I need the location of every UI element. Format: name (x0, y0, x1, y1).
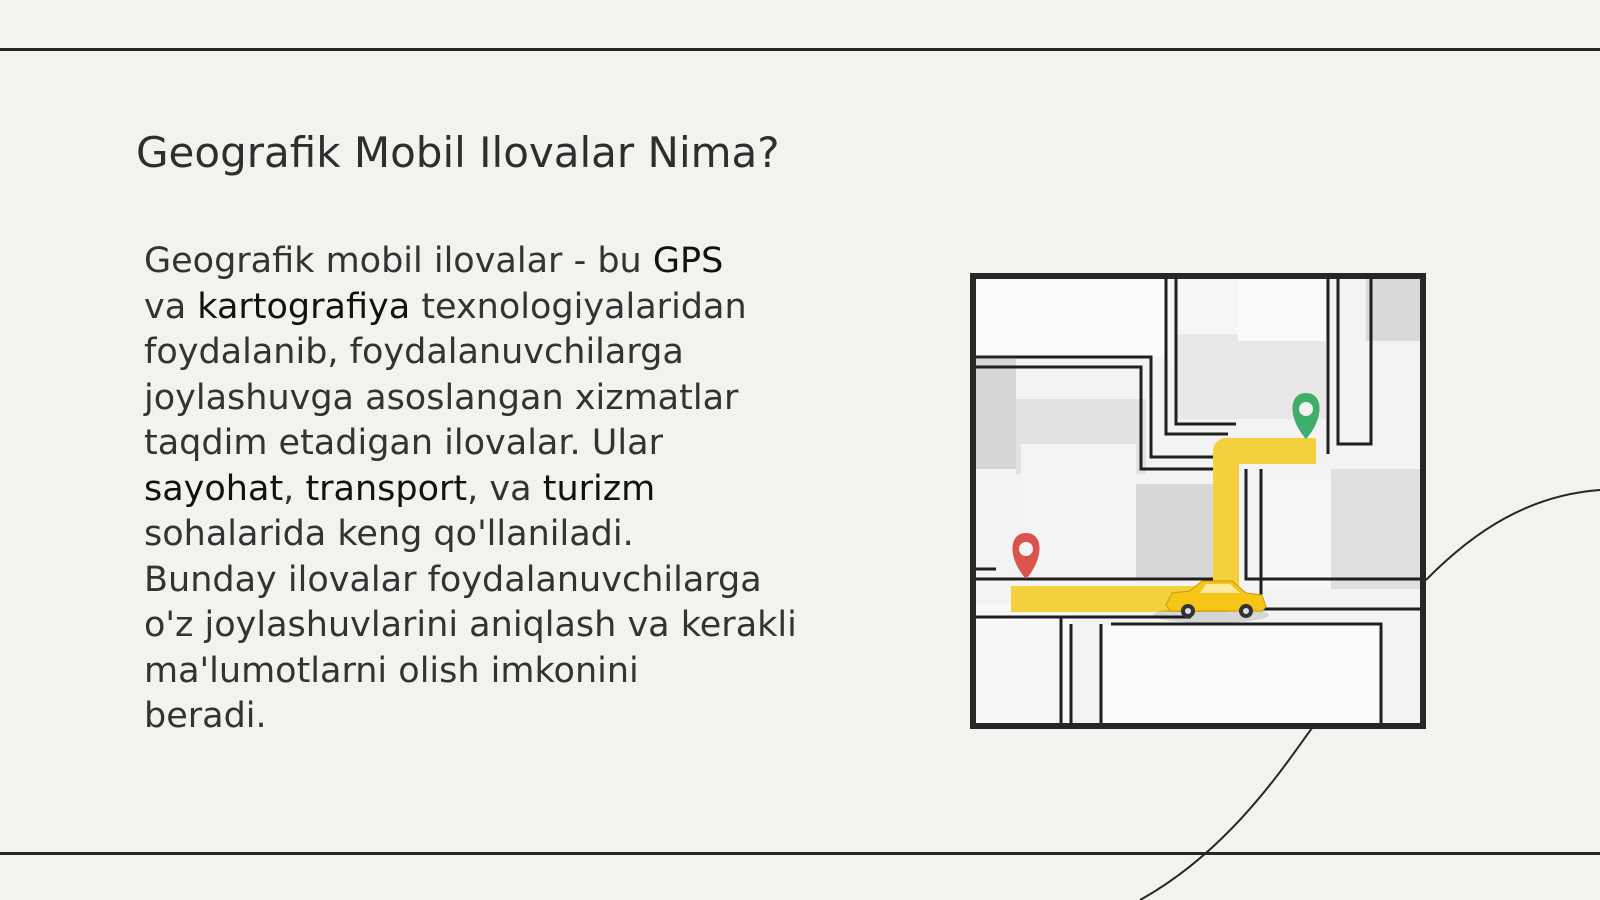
paragraph-text: beradi. (144, 696, 267, 736)
paragraph-text: , (283, 468, 306, 509)
paragraph-text: Geografik mobil ilovalar - bu (144, 241, 653, 281)
paragraph-text: Bunday ilovalar foydalanuvchilarga (144, 559, 762, 600)
emphasized-term: GPS (652, 241, 724, 281)
paragraph-text: foydalanib, foydalanuvchilarga (144, 332, 684, 372)
paragraph-line (144, 467, 824, 513)
paragraph-text: taqdim etadigan ilovalar. Ular (144, 423, 663, 463)
paragraph-text: o'z joylashuvlarini aniqlash va kerakli (144, 605, 797, 645)
slide-title: Geografik Mobil Ilovalar Nima? (136, 128, 780, 177)
emphasized-term: transport (305, 468, 468, 509)
paragraph-line (144, 376, 824, 422)
paragraph-text: texnologiyalaridan (410, 286, 747, 327)
paragraph-text: va (144, 286, 198, 327)
paragraph-line (144, 330, 824, 376)
paragraph-line (144, 512, 824, 558)
paragraph-line (144, 285, 824, 331)
top-divider (0, 48, 1600, 51)
paragraph-line (144, 603, 824, 649)
paragraph-line (144, 558, 824, 604)
bottom-divider (0, 852, 1600, 855)
map-drawing (976, 279, 1420, 723)
paragraph-text: , va (467, 468, 543, 509)
emphasized-term: kartografiya (197, 286, 411, 327)
paragraph-line (144, 239, 824, 285)
paragraph-text: ma'lumotlarni olish imkonini (144, 650, 639, 691)
map-illustration (970, 273, 1426, 729)
slide-paragraph (144, 239, 824, 740)
paragraph-text: joylashuvga asoslangan xizmatlar (144, 377, 739, 418)
paragraph-line (144, 694, 824, 740)
emphasized-term: sayohat (144, 468, 284, 509)
paragraph-text: sohalarida keng qo'llaniladi. (144, 514, 634, 554)
emphasized-term: turizm (542, 468, 656, 509)
paragraph-line (144, 649, 824, 695)
paragraph-line (144, 421, 824, 467)
